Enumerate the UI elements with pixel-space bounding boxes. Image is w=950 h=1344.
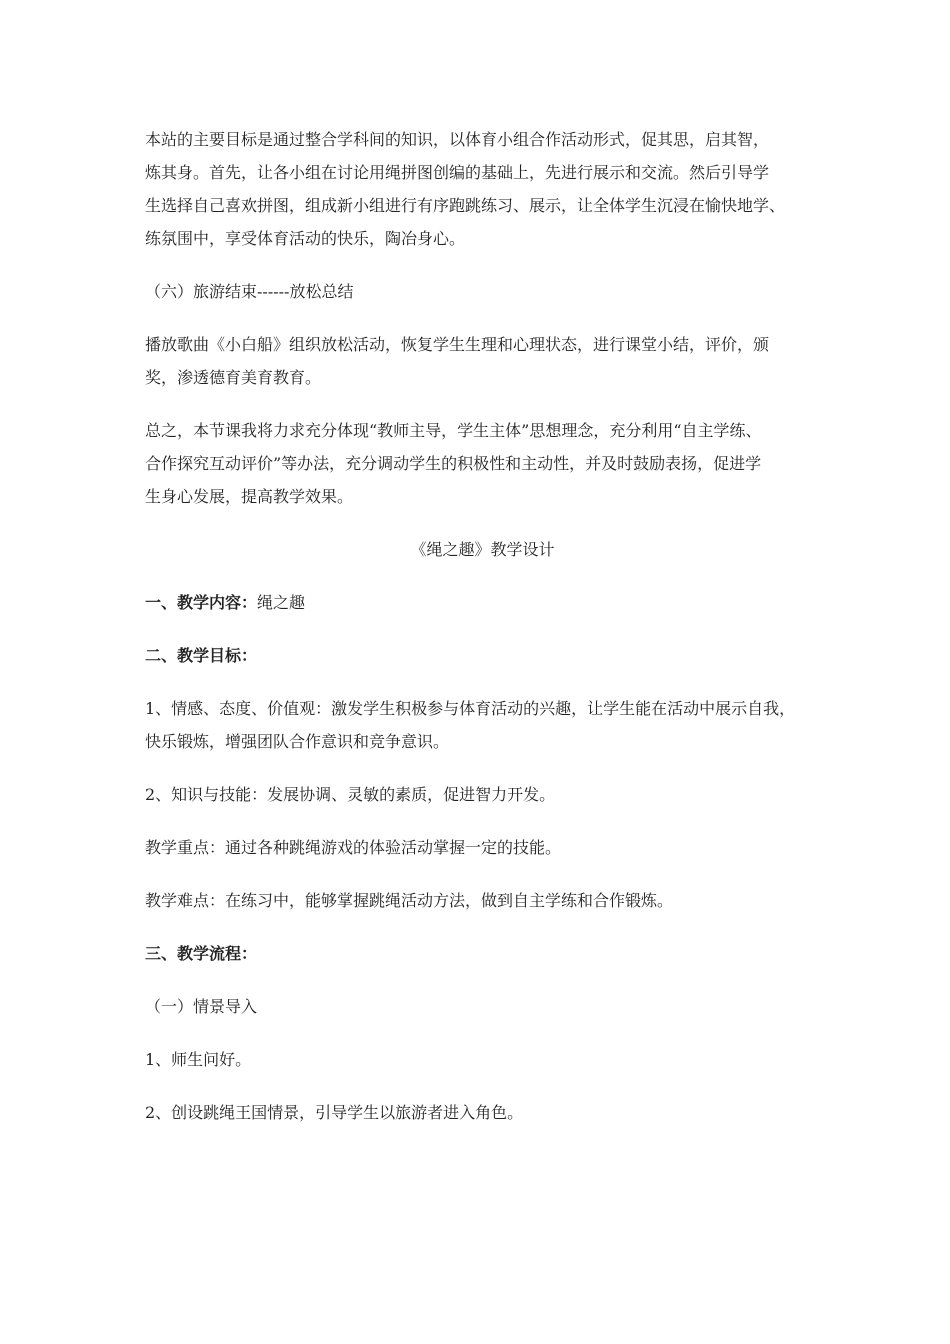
text-line: 炼其身。首先，让各小组在讨论用绳拼图创编的基础上，先进行展示和交流。然后引导学	[145, 163, 770, 182]
step-one-heading: （一）情景导入	[145, 997, 258, 1016]
difficulty-point: 教学难点：在练习中，能够掌握跳绳活动方法，做到自主学练和合作锻炼。	[145, 891, 674, 910]
teaching-content-value: 绳之趣	[257, 593, 306, 612]
document-body	[145, 123, 820, 1129]
text-line: 本站的主要目标是通过整合学科间的知识，以体育小组合作活动形式，促其思，启其智，	[145, 130, 770, 149]
section-heading-six: （六）旅游结束------放松总结	[145, 282, 354, 301]
goal-two: 2、知识与技能：发展协调、灵敏的素质，促进智力开发。	[145, 785, 556, 804]
text-line: 总之，本节课我将力求充分体现“教师主导，学生主体”思想理念，充分利用“自主学练、	[145, 421, 762, 440]
paragraph-relax	[145, 328, 820, 394]
list-item: 1、师生问好。	[145, 1050, 252, 1069]
text-line: 合作探究互动评价”等办法，充分调动学生的积极性和主动性，并及时鼓励表扬，促进学	[145, 454, 762, 473]
text-line: 播放歌曲《小白船》组织放松活动，恢复学生生理和心理状态，进行课堂小结，评价，颁	[145, 335, 770, 354]
teaching-content	[145, 586, 820, 619]
design-title: 《绳之趣》教学设计	[410, 540, 555, 559]
paragraph-station-goal	[145, 123, 820, 255]
text-line: 生身心发展，提高教学效果。	[145, 487, 354, 506]
text-line: 奖，渗透德育美育教育。	[145, 368, 322, 387]
text-line: 生选择自己喜欢拼图，组成新小组进行有序跑跳练习、展示，让全体学生沉浸在愉快地学、	[145, 196, 786, 215]
goal-one	[145, 692, 820, 758]
teaching-goals-heading: 二、教学目标：	[145, 646, 258, 665]
teaching-process-heading: 三、教学流程：	[145, 944, 258, 963]
text-line: 练氛围中，享受体育活动的快乐，陶冶身心。	[145, 229, 466, 248]
list-item: 2、创设跳绳王国情景，引导学生以旅游者进入角色。	[145, 1103, 524, 1122]
text-line: 1、情感、态度、价值观：激发学生积极参与体育活动的兴趣，让学生能在活动中展示自我，	[145, 699, 796, 718]
text-line: 快乐锻炼，增强团队合作意识和竞争意识。	[145, 732, 450, 751]
paragraph-summary	[145, 414, 820, 513]
teaching-content-label: 一、教学内容：	[145, 593, 258, 612]
key-point: 教学重点：通过各种跳绳游戏的体验活动掌握一定的技能。	[145, 838, 562, 857]
